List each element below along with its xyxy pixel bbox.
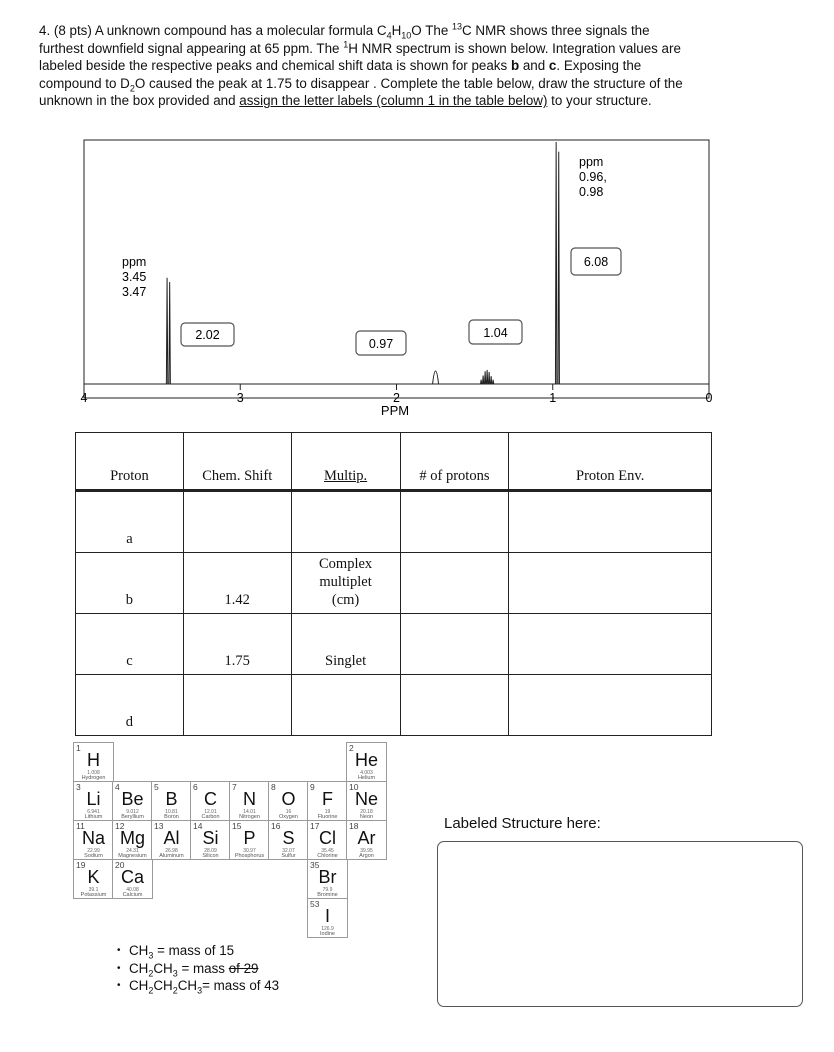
element-cell-f <box>307 781 348 821</box>
table-row <box>76 553 712 614</box>
element-number: 7 <box>232 782 237 792</box>
element-cell-o <box>268 781 309 821</box>
proton-table <box>75 432 712 736</box>
element-mass: 12.01 <box>204 809 217 815</box>
element-cell-mg <box>112 820 153 860</box>
element-symbol: He <box>354 750 378 770</box>
element-symbol: O <box>281 789 296 809</box>
element-name: Phosphorus <box>234 853 265 859</box>
element-cell-i <box>307 898 348 938</box>
integration-box <box>356 331 406 355</box>
element-symbol: B <box>165 789 178 809</box>
element-name: Sulfur <box>281 853 296 859</box>
element-name: Oxygen <box>279 814 298 820</box>
element-cell-h <box>73 742 114 782</box>
element-name: Magnesium <box>118 853 147 859</box>
element-cell-ne <box>346 781 387 821</box>
element-mass: 39.95 <box>360 848 373 854</box>
structure-drawing-box[interactable] <box>437 841 803 1007</box>
element-cell-br <box>307 859 348 899</box>
element-cell-c <box>190 781 231 821</box>
chem-shift-cell[interactable]: 1.42 <box>183 553 291 614</box>
element-symbol: Mg <box>119 828 145 848</box>
element-cell-n <box>229 781 270 821</box>
element-cell-cl <box>307 820 348 860</box>
element-name: Sodium <box>84 853 103 859</box>
element-name: Fluorine <box>317 814 338 820</box>
element-mass: 14.01 <box>243 809 256 815</box>
header-proton: Proton <box>76 433 184 491</box>
mass-note: • $CH_3$ = mass of 15 <box>117 942 279 960</box>
element-cell-s <box>268 820 309 860</box>
element-name: Beryllium <box>121 814 144 820</box>
element-cell-he <box>346 742 387 782</box>
integration-value: 2.02 <box>195 328 220 342</box>
shift-label-line: 0.96, <box>579 170 607 184</box>
element-symbol: I <box>324 906 330 926</box>
element-name: Boron <box>164 814 179 820</box>
multiplicity-line: Singlet <box>325 653 367 669</box>
element-mass: 26.98 <box>165 848 178 854</box>
element-number: 11 <box>76 821 85 831</box>
element-cell-p <box>229 820 270 860</box>
element-name: Bromine <box>317 892 338 898</box>
element-name: Chlorine <box>317 853 338 859</box>
element-name: Silicon <box>202 853 219 859</box>
x-axis-tick-label: 3 <box>236 391 244 405</box>
element-number: 14 <box>193 821 203 831</box>
multiplicity-line: multiplet <box>319 574 372 590</box>
integration-box <box>469 320 522 344</box>
chem-shift-cell[interactable]: 1.75 <box>183 614 291 675</box>
table-row <box>76 614 712 675</box>
x-axis-tick-label: 1 <box>549 391 557 405</box>
x-axis-label: PPM <box>380 403 410 418</box>
x-axis-tick-label: 4 <box>80 391 88 405</box>
element-number: 20 <box>115 860 125 870</box>
element-name: Potassium <box>80 892 107 898</box>
element-symbol: Na <box>81 828 105 848</box>
question-line: unknown in the box provided and assign the letter labels (column 1 in the table below) to your structure. <box>39 93 652 109</box>
nmr-peak-b <box>473 370 501 384</box>
x-axis-tick-label: 2 <box>393 391 400 405</box>
question-line: 4. (8 pts) A unknown compound has a molecular formula $C_4H_{10}O$ The $^{13}$C NMR shows three signals the <box>39 21 650 41</box>
element-number: 5 <box>154 782 159 792</box>
element-symbol: H <box>87 750 100 770</box>
element-symbol: Ne <box>354 789 378 809</box>
table-row <box>76 491 712 553</box>
mass-note: • $CH_2CH_3$ = mass of 29 <box>117 960 279 978</box>
element-name: Neon <box>359 814 374 820</box>
element-cell-li <box>73 781 114 821</box>
element-number: 8 <box>271 782 276 792</box>
multiplicity-cell[interactable] <box>291 491 400 553</box>
nmr-peak-a <box>154 278 182 384</box>
table-row <box>76 675 712 736</box>
element-symbol: C <box>204 789 217 809</box>
element-number: 17 <box>310 821 320 831</box>
nmr-peak-d <box>543 142 571 384</box>
element-mass: 126.9 <box>321 926 334 932</box>
element-name: Hydrogen <box>81 775 106 781</box>
proton-env-cell[interactable] <box>509 491 712 553</box>
element-symbol: Si <box>202 828 219 848</box>
element-name: Iodine <box>320 931 335 937</box>
shift-label-line: 0.98 <box>579 185 604 199</box>
element-number: 2 <box>349 743 354 753</box>
proton-env-cell[interactable] <box>509 614 712 675</box>
proton-label: a <box>76 491 184 553</box>
element-symbol: Be <box>121 789 144 809</box>
element-symbol: Br <box>318 867 337 887</box>
question-line: furthest downfield signal appearing at 65 ppm. The $^1$H NMR spectrum is shown below. Integration values are <box>39 39 681 56</box>
multiplicity-cell[interactable] <box>291 675 400 736</box>
shift-label-line: ppm <box>122 255 147 269</box>
proton-env-cell[interactable] <box>509 553 712 614</box>
num-protons-cell[interactable] <box>400 614 509 675</box>
element-symbol: Cl <box>319 828 336 848</box>
element-number: 35 <box>310 860 320 870</box>
element-mass: 28.09 <box>204 848 217 854</box>
element-number: 18 <box>349 821 359 831</box>
element-mass: 6.941 <box>87 809 100 815</box>
element-name: Nitrogen <box>239 814 260 820</box>
element-mass: 10.81 <box>165 809 178 815</box>
element-symbol: S <box>282 828 295 848</box>
chem-shift-cell[interactable] <box>183 491 291 553</box>
element-name: Calcium <box>122 892 143 898</box>
num-protons-cell[interactable] <box>400 553 509 614</box>
table-header-row <box>76 433 712 491</box>
element-number: 10 <box>349 782 359 792</box>
element-cell-ca <box>112 859 153 899</box>
x-axis-ticks <box>81 384 713 405</box>
element-name: Argon <box>359 853 374 859</box>
element-mass: 40.08 <box>126 887 139 893</box>
multiplicity-cell[interactable] <box>291 614 400 675</box>
element-symbol: P <box>243 828 256 848</box>
element-mass: 9.012 <box>126 809 139 815</box>
element-mass: 24.31 <box>126 848 139 854</box>
element-number: 4 <box>115 782 120 792</box>
integration-box <box>571 248 621 275</box>
element-cell-na <box>73 820 114 860</box>
question-line: compound to $D_2O$ caused the peak at 1.75 to disappear . Complete the table below, draw the structure of the <box>39 75 683 94</box>
element-number: 15 <box>232 821 242 831</box>
element-cell-k <box>73 859 114 899</box>
shift-label-line: 3.45 <box>122 270 147 284</box>
element-number: 19 <box>76 860 86 870</box>
element-symbol: Ca <box>120 867 144 887</box>
chem-shift-cell[interactable] <box>183 675 291 736</box>
element-mass: 22.99 <box>87 848 100 854</box>
mass-notes <box>117 942 279 995</box>
num-protons-cell[interactable] <box>400 491 509 553</box>
mass-note: • $CH_2CH_2CH_3=$ mass of 43 <box>117 977 279 995</box>
element-mass: 79.9 <box>322 887 333 893</box>
element-cell-si <box>190 820 231 860</box>
shift-label-line: 3.47 <box>122 285 147 299</box>
element-mass: 35.45 <box>321 848 334 854</box>
integration-value: 1.04 <box>483 326 508 340</box>
x-axis-tick-label: 0 <box>705 391 713 405</box>
multiplicity-line: Complex <box>319 556 373 572</box>
nmr-spectrum <box>0 0 834 430</box>
element-name: Aluminum <box>159 853 184 859</box>
shift-label-line: ppm <box>579 155 604 169</box>
nmr-peak-c <box>422 371 450 384</box>
element-symbol: Ar <box>357 828 376 848</box>
element-mass: 16 <box>285 809 292 815</box>
element-number: 1 <box>76 743 81 753</box>
multiplicity-cell[interactable] <box>291 553 400 614</box>
proton-label: d <box>76 675 184 736</box>
integration-box <box>181 323 234 346</box>
proton-label: b <box>76 553 184 614</box>
header-proton-env: Proton Env. <box>509 433 712 491</box>
element-mass: 30.97 <box>243 848 256 854</box>
integration-value: 6.08 <box>583 255 609 269</box>
element-mass: 20.18 <box>360 809 373 815</box>
multiplicity-line: (cm) <box>331 592 360 608</box>
num-protons-cell[interactable] <box>400 675 509 736</box>
header-multiplicity: Multip. <box>291 433 400 491</box>
proton-label: c <box>76 614 184 675</box>
element-cell-al <box>151 820 192 860</box>
element-mass: 32.07 <box>282 848 295 854</box>
element-number: 9 <box>310 782 315 792</box>
element-name: Lithium <box>84 814 103 820</box>
element-symbol: N <box>243 789 256 809</box>
element-number: 6 <box>193 782 198 792</box>
element-number: 16 <box>271 821 281 831</box>
integration-value: 0.97 <box>368 337 394 351</box>
element-symbol: Li <box>86 789 101 809</box>
header-num-protons: # of protons <box>400 433 509 491</box>
element-symbol: F <box>322 789 333 809</box>
element-number: 13 <box>154 821 164 831</box>
element-mass: 19 <box>324 809 331 815</box>
element-name: Helium <box>357 775 376 781</box>
header-chem-shift: Chem. Shift <box>183 433 291 491</box>
element-symbol: K <box>87 867 100 887</box>
element-number: 3 <box>76 782 81 792</box>
element-number: 12 <box>115 821 125 831</box>
element-cell-ar <box>346 820 387 860</box>
element-mass: 39.1 <box>88 887 99 893</box>
proton-env-cell[interactable] <box>509 675 712 736</box>
element-symbol: Al <box>163 828 180 848</box>
element-mass: 1.008 <box>87 770 100 776</box>
element-number: 53 <box>310 899 320 909</box>
element-cell-be <box>112 781 153 821</box>
structure-label: Labeled Structure here: <box>444 815 601 832</box>
question-line: labeled beside the respective peaks and chemical shift data is shown for peaks b and c. Exposing the <box>39 58 642 74</box>
element-mass: 4.003 <box>360 770 373 776</box>
element-name: Carbon <box>201 814 220 820</box>
element-cell-b <box>151 781 192 821</box>
